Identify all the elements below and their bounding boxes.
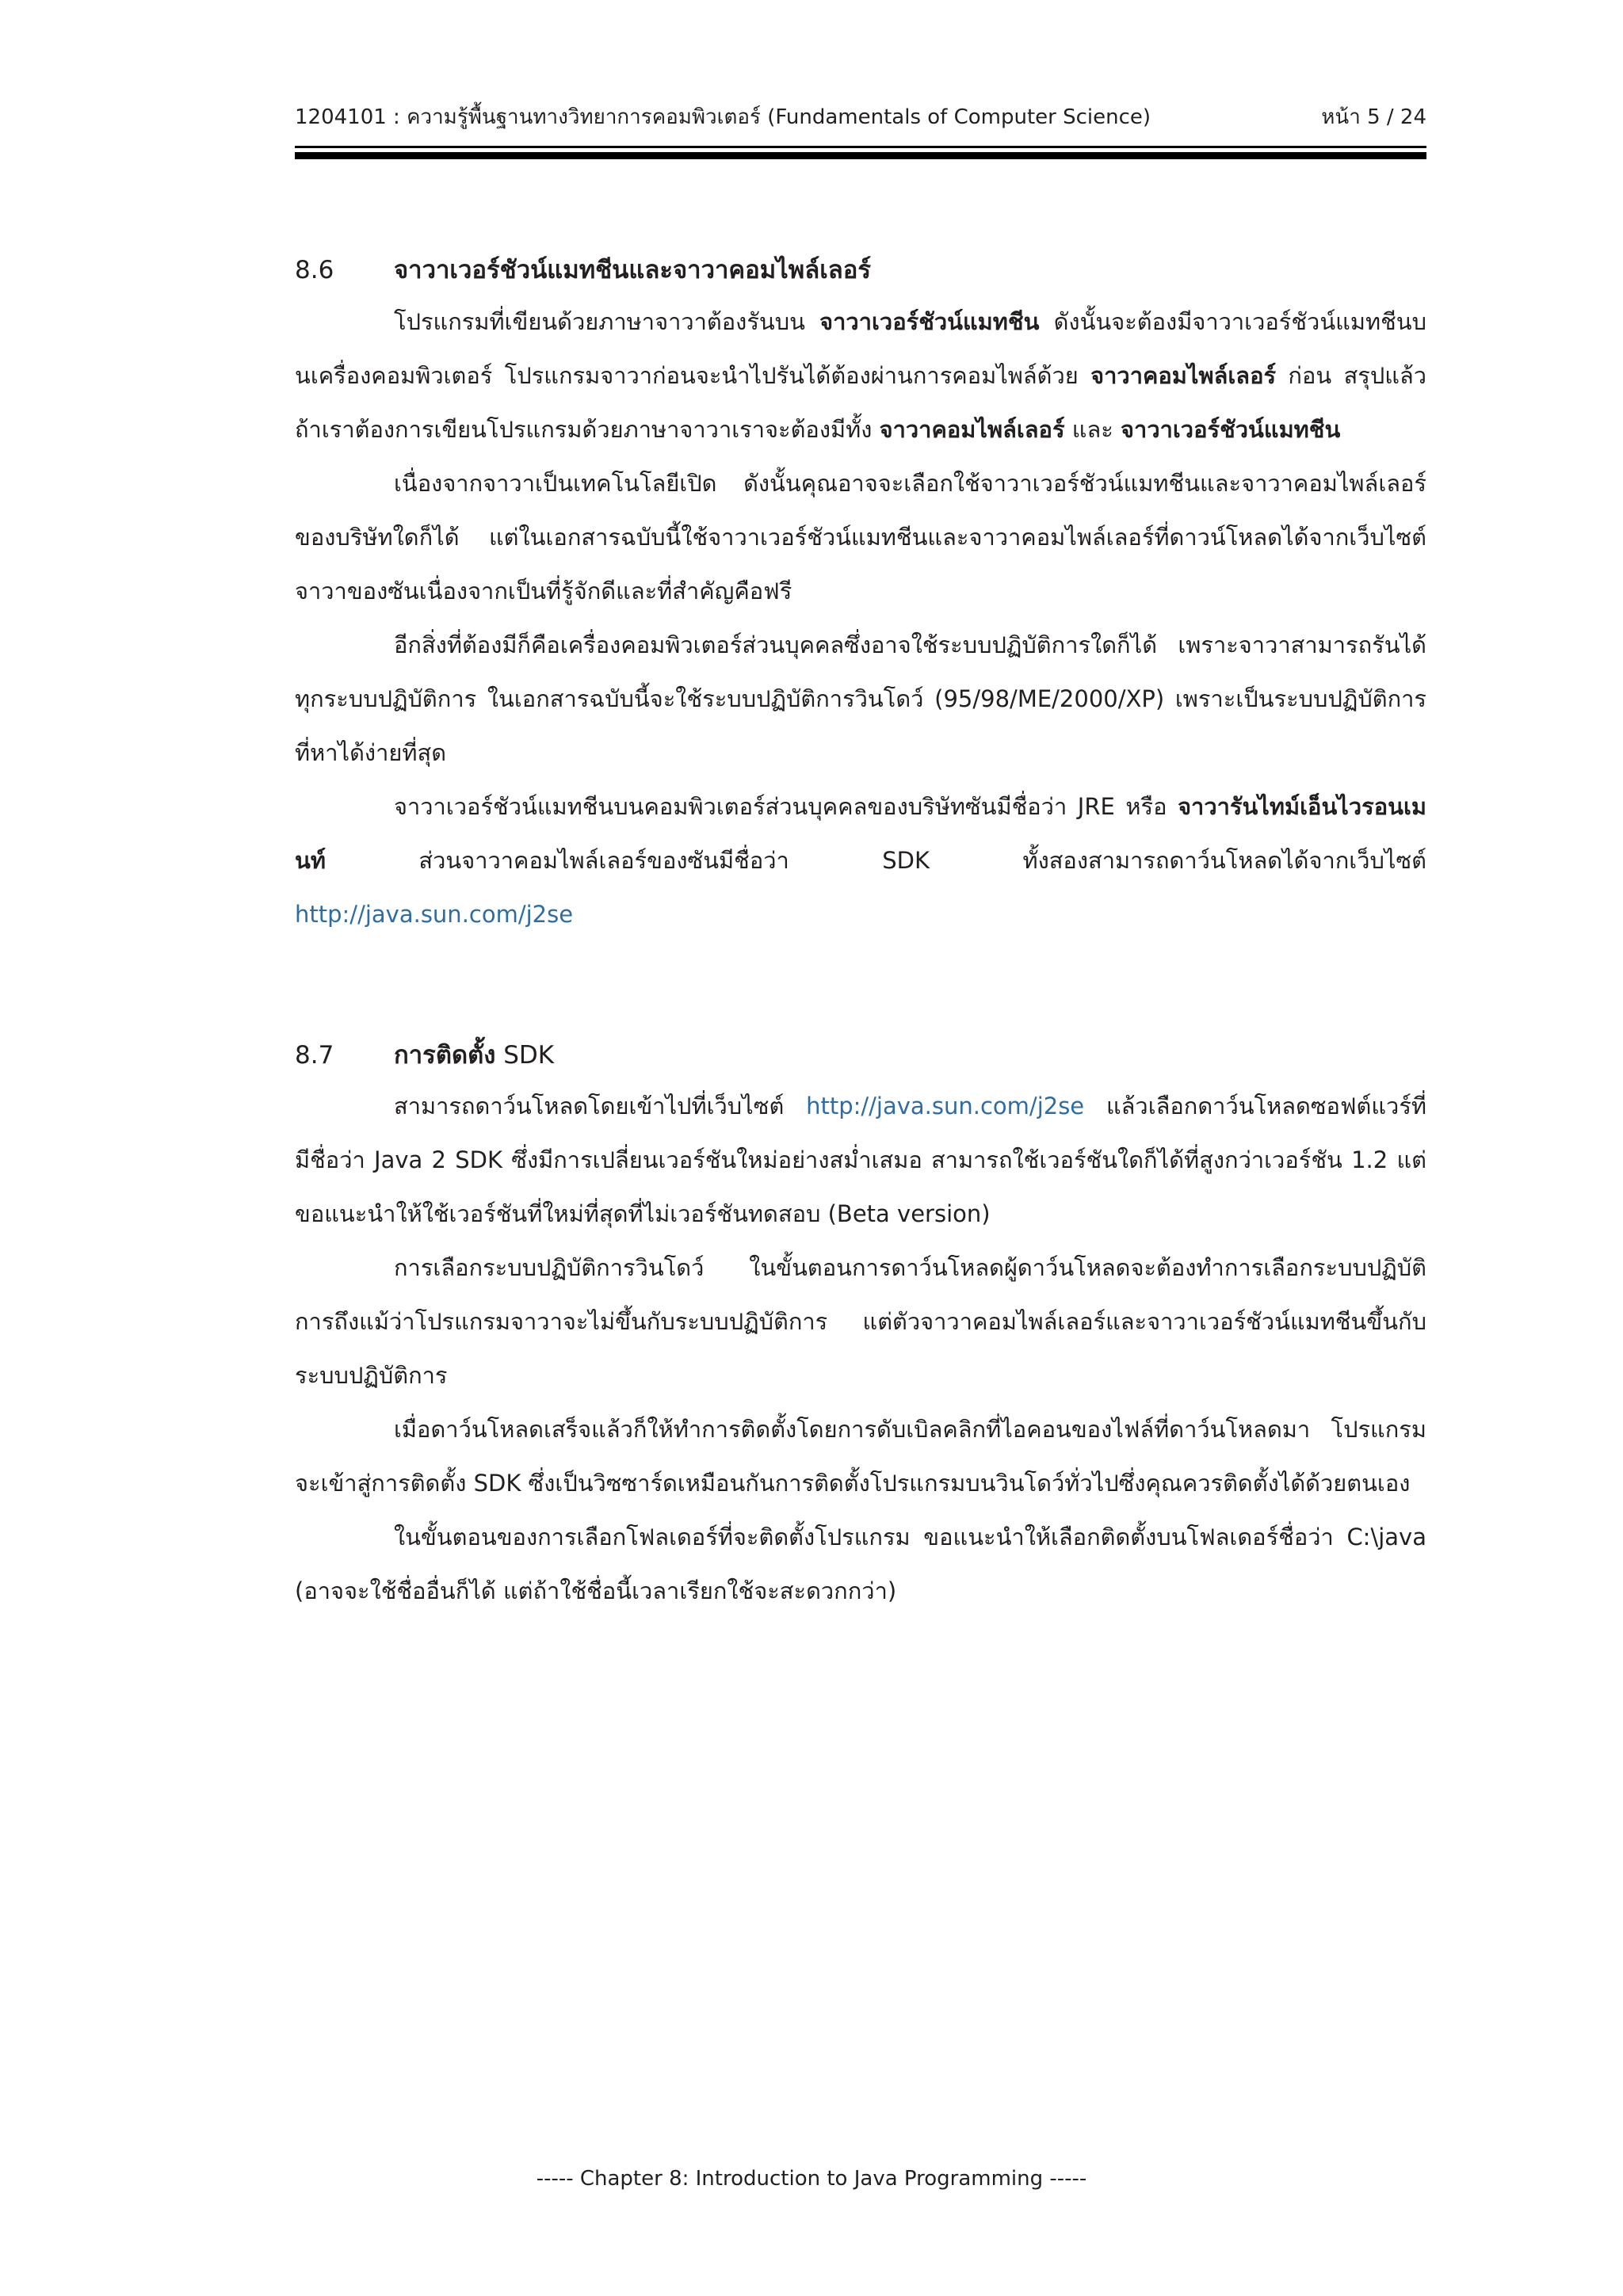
bold-term: จาวาคอมไพล์เลอร์	[1090, 362, 1277, 389]
page-footer: ----- Chapter 8: Introduction to Java Programming -----	[536, 2167, 1087, 2191]
header-rule-thick	[295, 152, 1426, 159]
bold-term: จาวาคอมไพล์เลอร์	[879, 416, 1065, 443]
section-heading-8-7	[295, 1032, 1426, 1079]
section-title: จาวาเวอร์ชัวน์แมทชีนและจาวาคอมไพล์เลอร์	[394, 256, 872, 284]
course-title: 1204101 : ความรู้พื้นฐานทางวิทยาการคอมพิวเตอร์ (Fundamentals of Computer Science)	[295, 105, 1151, 129]
paragraph: โปรแกรมที่เขียนด้วยภาษาจาวาต้องรันบน จาวาเวอร์ชัวน์แมทชีน ดังนั้นจะต้องมีจาวาเวอร์ชัวน์แมทชีนบนเครื่องคอมพิวเตอร์ โปรแกรมจาวาก่อนจะนำไปรันได้ต้องผ่านการคอมไพล์ด้วย จาวาคอมไพล์เลอร์ ก่อน สรุปแล้วถ้าเราต้องการเขียนโปรแกรมด้วยภาษาจาวาเราจะต้องมีทั้ง จาวาคอมไพล์เลอร์ และ จาวาเวอร์ชัวน์แมทชีน	[295, 308, 1426, 443]
paragraph: ในขั้นตอนของการเลือกโฟลเดอร์ที่จะติดตั้งโปรแกรม ขอแนะนำให้เลือกติดตั้งบนโฟลเดอร์ชื่อว่า C:\java (อาจจะใช้ชื่ออื่นก็ได้ แต่ถ้าใช้ชื่อนี้เวลาเรียกใช้จะสะดวกกว่า)	[295, 1524, 1426, 1604]
page-header	[295, 101, 1426, 133]
section-title: การติดตั้ง SDK	[394, 1041, 555, 1070]
section-number: 8.7	[295, 1041, 334, 1070]
bold-term: จาวาเวอร์ชัวน์แมทชีน	[1121, 416, 1341, 443]
bold-term: จาวารันไทม์เอ็นไวรอนเมนท์	[295, 793, 1426, 874]
page-number: หน้า 5 / 24	[1321, 105, 1426, 129]
paragraph: จาวาเวอร์ชัวน์แมทชีนบนคอมพิวเตอร์ส่วนบุคคลของบริษัทซันมีชื่อว่า JRE หรือ จาวารันไทม์เอ็นไวรอนเมนท์ ส่วนจาวาคอมไพล์เลอร์ของซันมีชื่อว่า SDK ทั้งสองสามารถดาว์นโหลดได้จากเว็บไซต์ http://java.sun.com/j2se	[295, 793, 1426, 928]
paragraph: เนื่องจากจาวาเป็นเทคโนโลยีเปิด ดังนั้นคุณอาจจะเลือกใช้จาวาเวอร์ชัวน์แมทชีนและจาวาคอมไพล์เลอร์ของบริษัทใดก็ได้ แต่ในเอกสารฉบับนี้ใช้จาวาเวอร์ชัวน์แมทชีนและจาวาคอมไพล์เลอร์ที่ดาวน์โหลดได้จากเว็บไซต์จาวาของซันเนื่องจากเป็นที่รู้จักดีและที่สำคัญคือฟรี	[295, 470, 1426, 605]
section-heading-8-6	[295, 246, 1426, 294]
section-body-8-7	[295, 1079, 1426, 1618]
header-rule-thin	[295, 146, 1426, 148]
section-body-8-6	[295, 295, 1426, 941]
section-number: 8.6	[295, 256, 334, 284]
paragraph: อีกสิ่งที่ต้องมีก็คือเครื่องคอมพิวเตอร์ส่วนบุคคลซึ่งอาจใช้ระบบปฏิบัติการใดก็ได้ เพราะจาวาสามารถรันได้ทุกระบบปฏิบัติการ ในเอกสารฉบับนี้จะใช้ระบบปฏิบัติการวินโดว์ (95/98/ME/2000/XP) เพราะเป็นระบบปฏิบัติการที่หาได้ง่ายที่สุด	[295, 631, 1426, 766]
paragraph: เมื่อดาว์นโหลดเสร็จแล้วก็ให้ทำการติดตั้งโดยการดับเบิลคลิกที่ไอคอนของไฟล์ที่ดาว์นโหลดมา โปรแกรมจะเข้าสู่การติดตั้ง SDK ซึ่งเป็นวิซซาร์ดเหมือนกันการติดตั้งโปรแกรมบนวินโดว์ทั่วไปซึ่งคุณควรติดตั้งได้ด้วยตนเอง	[295, 1416, 1426, 1497]
java-sun-link[interactable]: http://java.sun.com/j2se	[806, 1093, 1085, 1119]
bold-term: จาวาเวอร์ชัวน์แมทชีน	[819, 308, 1040, 335]
paragraph: สามารถดาว์นโหลดโดยเข้าไปที่เว็บไซต์ http://java.sun.com/j2se แล้วเลือกดาว์นโหลดซอฟต์แวร์ที่มีชื่อว่า Java 2 SDK ซึ่งมีการเปลี่ยนเวอร์ชันใหม่อย่างสม่ำเสมอ สามารถใช้เวอร์ชันใดก็ได้ที่สูงกว่าเวอร์ชัน 1.2 แต่ขอแนะนำให้ใช้เวอร์ชันที่ใหม่ที่สุดที่ไม่เวอร์ชันทดสอบ (Beta version)	[295, 1093, 1427, 1227]
java-sun-link[interactable]: http://java.sun.com/j2se	[295, 901, 574, 928]
paragraph: การเลือกระบบปฏิบัติการวินโดว์ ในขั้นตอนการดาว์นโหลดผู้ดาว์นโหลดจะต้องทำการเลือกระบบปฏิบัติการถึงแม้ว่าโปรแกรมจาวาจะไม่ขึ้นกับระบบปฏิบัติการ แต่ตัวจาวาคอมไพล์เลอร์และจาวาเวอร์ชัวน์แมทชีนขึ้นกับระบบปฏิบัติการ	[295, 1254, 1426, 1389]
